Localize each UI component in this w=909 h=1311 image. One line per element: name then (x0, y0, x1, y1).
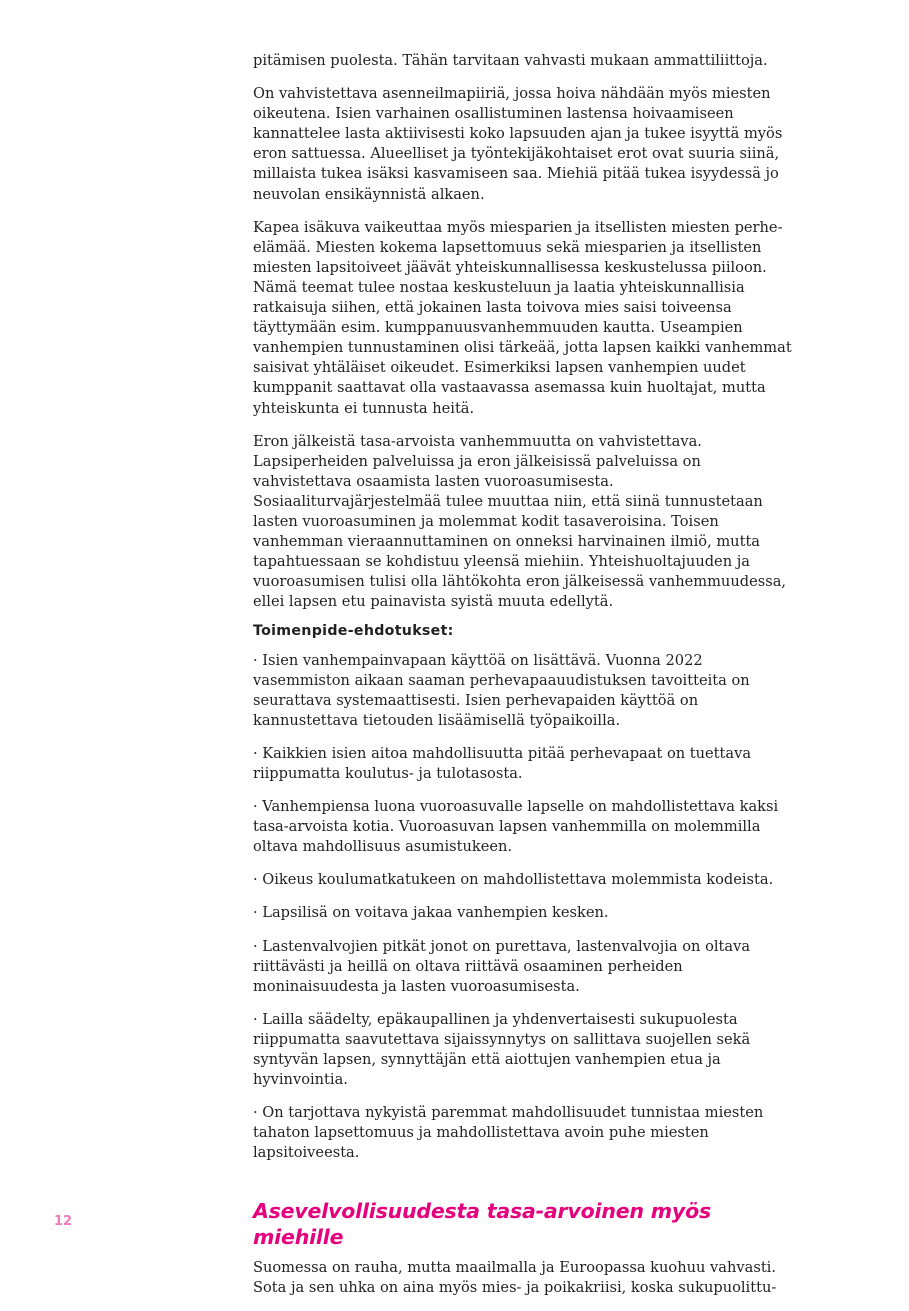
proposal-item-5: · Lapsilisä on voitava jakaa vanhempien kesken. (253, 904, 609, 922)
proposals-heading: Toimenpide-ehdotukset: (253, 623, 454, 640)
proposal-item-1: · Isien vanhempainvapaan käyttöä on lisättävä. Vuonna 2022 vasemmiston aikaan saaman perhevapaauudistuksen tavoitteita on seurattava systemaattisesti. Isien perhevapaiden käyttöä on kannustettava tietouden lisäämisellä työpaikoilla. (253, 651, 750, 729)
text-column (253, 51, 803, 1311)
section-heading: Asevelvollisuudesta tasa-arvoinen myös miehille (253, 1198, 711, 1249)
proposal-item-4: · Oikeus koulumatkatukeen on mahdollistettava molemmista kodeista. (253, 871, 774, 889)
paragraph-father-image: Kapea isäkuva vaikeuttaa myös miesparien ja itsellisten miesten perhe-elämää. Miesten kokema lapsettomuus sekä miesparien ja itsellisten miesten lapsitoiveet jäävät yhteiskunnallisessa keskustelussa piiloon. Nämä teemat tulee nostaa keskusteluun ja laatia yhteiskunnallisia ratkaisuja siihen, että jokainen lasta toivova mies saisi toiveensa täyttymään esim. kumppanuusvanhemmuuden kautta. Useampien vanhempien tunnustaminen olisi tärkeää, jotta lapsen kaikki vanhemmat saisivat yhtäläiset oikeudet. Esimerkiksi lapsen vanhempien uudet kumppanit saattavat olla vastaavassa asemassa kuin huoltajat, mutta yhteiskunta ei tunnusta heitä. (253, 218, 792, 417)
proposal-item-6: · Lastenvalvojien pitkät jonot on purettava, lastenvalvojia on oltava riittävästi ja heillä on oltava riittävä osaaminen perheiden moninaisuudesta ja lasten vuoroasumisesta. (253, 937, 751, 995)
proposal-item-8: · On tarjottava nykyistä paremmat mahdollisuudet tunnistaa miesten tahaton lapsettomuus ja mahdollistettava avoin puhe miesten lapsitoiveesta. (253, 1104, 764, 1162)
proposal-item-2: · Kaikkien isien aitoa mahdollisuutta pitää perhevapaat on tuettava riippumatta koulutus- ja tulotasosta. (253, 744, 752, 782)
page-number: 12 (54, 1214, 73, 1229)
paragraph-care-attitudes: On vahvistettava asenneilmapiiriä, jossa hoiva nähdään myös miesten oikeutena. Isien varhainen osallistuminen lastensa hoivaamiseen kannattelee lasta aktiivisesti koko lapsuuden ajan ja tukee isyyttä myös eron sattuessa. Alueelliset ja työntekijäkohtaiset erot ovat suuria siinä, millaista tukea isäksi kasvamiseen saa. Miehiä pitää tukea isyydessä jo neuvolan ensikäynnistä alkaen. (253, 85, 783, 203)
proposal-item-3: · Vanhempiensa luona vuoroasuvalle lapselle on mahdollistettava kaksi tasa-arvoista kotia. Vuoroasuvan lapsen vanhemmilla on molemmilla oltava mahdollisuus asumistukeen. (253, 798, 779, 856)
section-paragraph: Suomessa on rauha, mutta maailmalla ja Euroopassa kuohuu vahvasti. Sota ja sen uhka on aina myös mies- ja poikakriisi, koska sukupuolittu- (253, 1258, 777, 1296)
paragraph-continuation: pitämisen puolesta. Tähän tarvitaan vahvasti mukaan ammattiliittoja. (253, 52, 768, 69)
proposal-item-7: · Lailla säädelty, epäkaupallinen ja yhdenvertaisesti sukupuolesta riippumatta saavutettava sijaissynnytys on sallittava suojellen sekä syntyvän lapsen, synnyttäjän että aiottujen vanhempien etua ja hyvinvointia. (253, 1010, 751, 1089)
paragraph-post-divorce: Eron jälkeistä tasa-arvoista vanhemmuutta on vahvistettava. Lapsiperheiden palveluissa ja eron jälkeisissä palveluissa on vahvistettava osaamista lasten vuoroasumisesta. Sosiaaliturvajärjestelmää tulee muuttaa niin, että siinä tunnustetaan lasten vuoroasuminen ja molemmat kodit tasaveroisina. Toisen vanhemman vieraannuttaminen on onneksi harvinainen ilmiö, mutta tapahtuessaan se kohdistuu yleensä miehiin. Yhteishuoltajuuden ja vuoroasumisen tulisi olla lähtökohta eron jälkeisessä vanhemmuudessa, ellei lapsen etu painavista syistä muuta edellytä. (253, 432, 787, 611)
